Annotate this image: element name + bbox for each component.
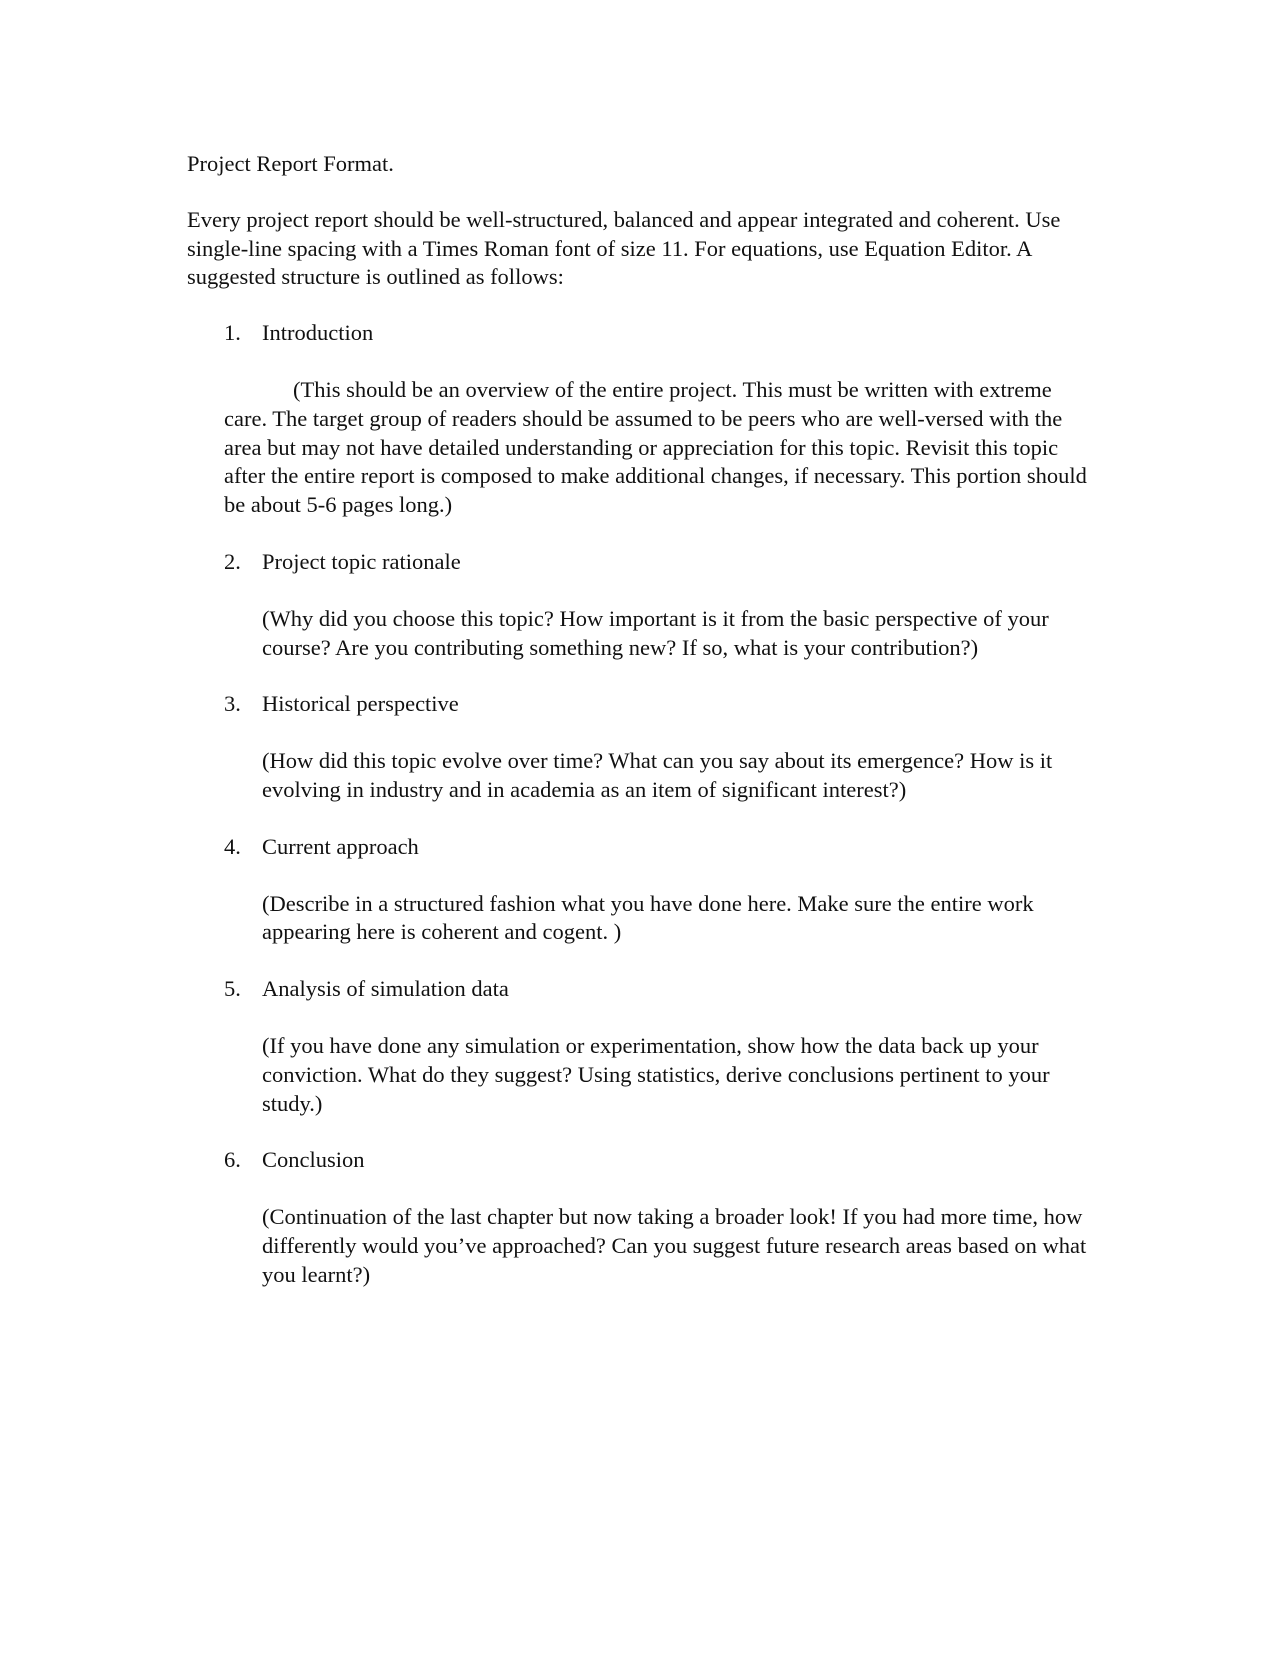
section-number: 4. xyxy=(224,833,241,859)
section-title: Analysis of simulation data xyxy=(262,976,509,1002)
section-heading xyxy=(187,548,1087,577)
document-page xyxy=(187,150,1087,1318)
section-historical-perspective xyxy=(187,690,1087,804)
section-title: Historical perspective xyxy=(262,691,459,717)
section-current-approach xyxy=(187,833,1087,947)
section-heading xyxy=(187,975,1087,1004)
section-conclusion xyxy=(187,1146,1087,1289)
section-project-topic-rationale xyxy=(187,548,1087,662)
section-title: Conclusion xyxy=(262,1147,365,1173)
section-description: (If you have done any simulation or experimentation, show how the data back up your conviction. What do they suggest? Using statistics, derive conclusions pertinent to your study.) xyxy=(262,1032,1050,1116)
section-number: 3. xyxy=(224,691,241,717)
section-heading xyxy=(187,319,1087,348)
section-number: 1. xyxy=(224,320,241,346)
section-description: (This should be an overview of the entire project. This must be written with extreme care. The target group of readers should be assumed to be peers who are well-versed with the area but may not have detailed understanding or appreciation for this topic. Revisit this topic after the entire report is composed to make additional changes, if necessary. This portion should be about 5-6 pages long.) xyxy=(224,376,1087,518)
section-number: 6. xyxy=(224,1147,241,1173)
section-description: (Why did you choose this topic? How important is it from the basic perspective of your course? Are you contributing something new? If so, what is your contribution?) xyxy=(262,605,1049,660)
section-introduction xyxy=(187,319,1087,520)
section-description: (How did this topic evolve over time? What can you say about its emergence? How is it evolving in industry and in academia as an item of significant interest?) xyxy=(262,748,1053,802)
section-heading xyxy=(187,833,1087,862)
section-number: 2. xyxy=(224,548,241,574)
section-heading xyxy=(187,690,1087,719)
document-title: Project Report Format. xyxy=(187,151,394,176)
section-number: 5. xyxy=(224,976,241,1002)
section-title: Introduction xyxy=(262,320,374,346)
section-description: (Continuation of the last chapter but now taking a broader look! If you had more time, how differently would you’ve approached? Can you suggest future research areas based on what you learnt?) xyxy=(262,1204,1087,1287)
section-description: (Describe in a structured fashion what you have done here. Make sure the entire work appearing here is coherent and cogent. ) xyxy=(262,890,1034,945)
section-title: Current approach xyxy=(262,833,419,859)
section-heading xyxy=(187,1146,1087,1175)
intro-paragraph: Every project report should be well-structured, balanced and appear integrated and coherent. Use single-line spacing with a Times Roman font of size 11. For equations, use Equation Editor. A suggested structure is outlined as follows: xyxy=(187,206,1061,290)
section-analysis-of-simulation-data xyxy=(187,975,1087,1118)
section-title: Project topic rationale xyxy=(262,548,461,574)
